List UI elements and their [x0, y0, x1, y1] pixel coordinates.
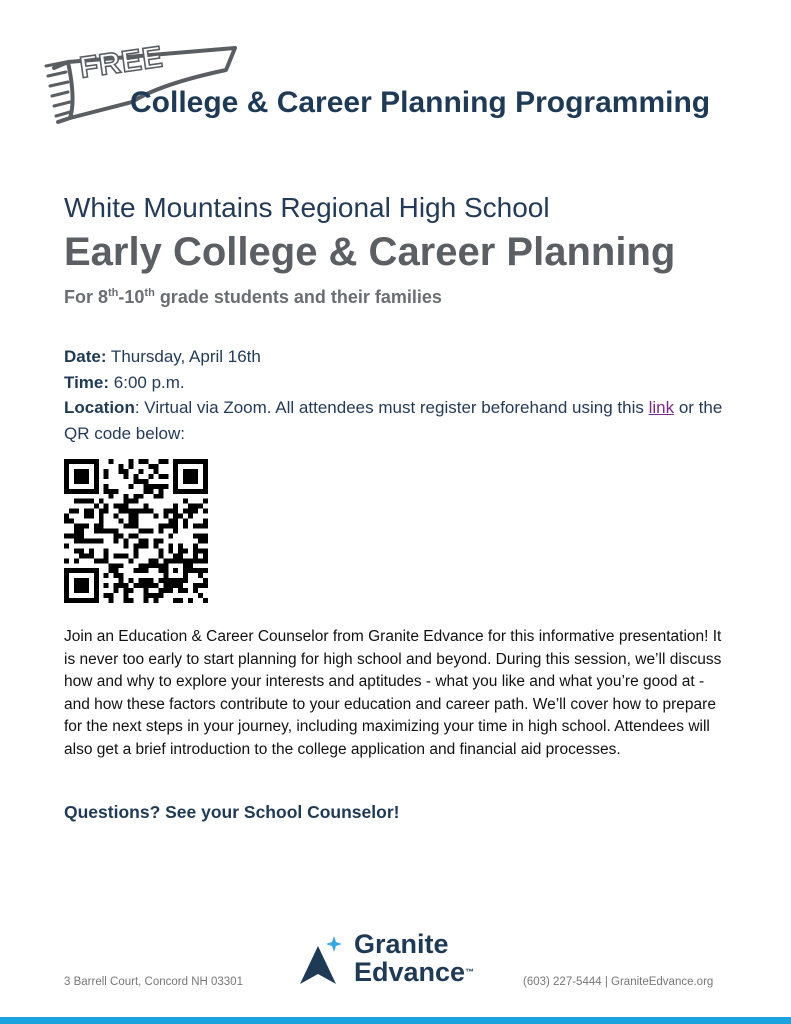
bottom-accent-bar: [0, 1017, 791, 1024]
event-description: Join an Education & Career Counselor from Granite Edvance for this informative presentation! It is never too early to start planning for high school and beyond. During this session, we’ll discuss how and why to explore your interests and aptitudes - what you like and what you’re good at - and how these factors contribute to your education and career path. We’ll cover how to prepare for the next steps in your journey, including maximizing your time in high school. Attendees will also get a brief introduction to the college application and financial aid processes.: [64, 628, 722, 758]
time-line: Time: 6:00 p.m.: [64, 372, 185, 392]
school-name: White Mountains Regional High School: [64, 192, 550, 223]
logo-wordmark: [354, 930, 474, 986]
free-label: FREE: [77, 40, 166, 85]
logo-line-1: Granite: [354, 929, 449, 959]
event-title: Early College & Career Planning: [64, 230, 676, 274]
footer-address: 3 Barrell Court, Concord NH 03301: [64, 976, 243, 988]
qr-code-icon[interactable]: [64, 459, 208, 603]
date-line: Date: Thursday, April 16th: [64, 347, 261, 366]
location-line: Location: Virtual via Zoom. All attendees must register beforehand using this link or the QR code below:: [64, 398, 723, 443]
event-subtitle: For 8th-10th grade students and their families: [64, 287, 442, 307]
footer-contact[interactable]: (603) 227-5444 | GraniteEdvance.org: [523, 976, 714, 988]
logo-line-2: Edvance™: [354, 957, 475, 987]
registration-link[interactable]: link: [648, 398, 675, 417]
mountain-star-logo-icon: [294, 934, 350, 990]
banner-title: College & Career Planning Programming: [130, 86, 711, 119]
questions-callout: Questions? See your School Counselor!: [64, 802, 400, 822]
event-details: [64, 344, 744, 446]
granite-edvance-logo: [294, 930, 504, 990]
